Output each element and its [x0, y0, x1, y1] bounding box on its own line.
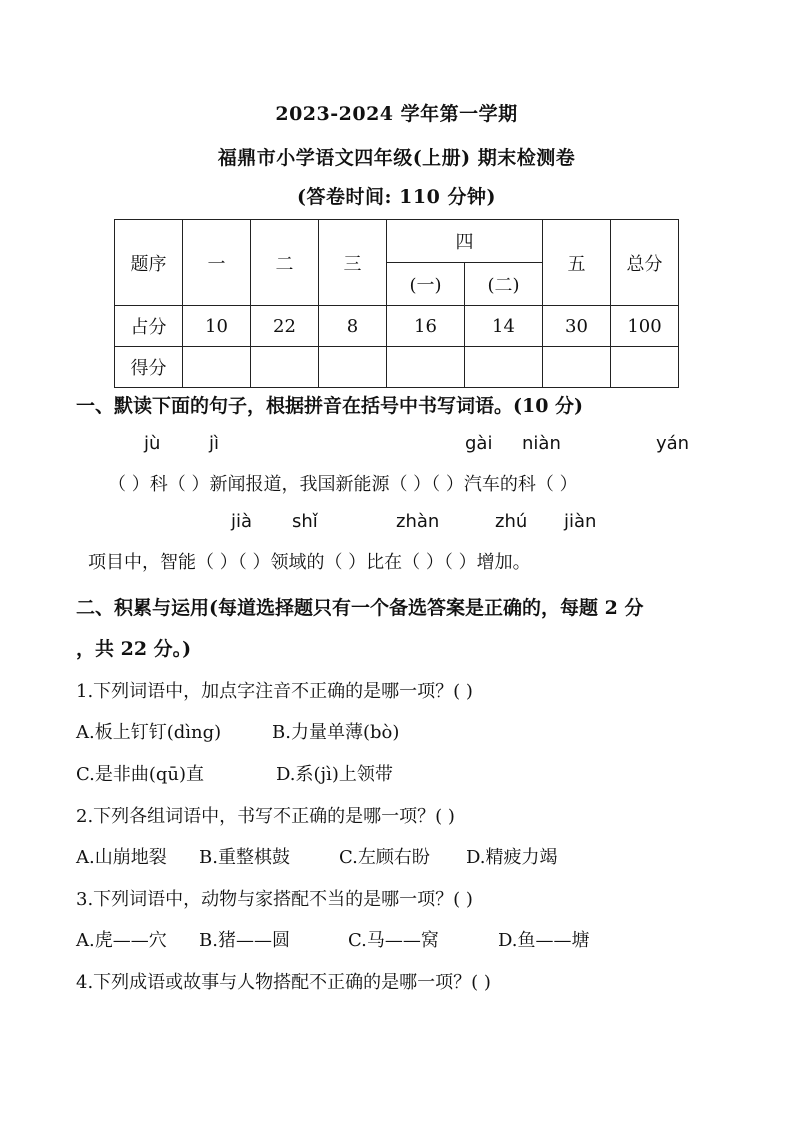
table-header-cell: 题序: [115, 220, 183, 306]
section2-title: 二、积累与运用(每道选择题只有一个备选答案是正确的，每题 2 分: [76, 597, 644, 619]
table-cell: 14: [465, 306, 543, 347]
pinyin: jì: [209, 433, 220, 454]
question-2: 2.下列各组词语中，书写不正确的是哪一项？( ): [76, 806, 455, 827]
option-c[interactable]: C.马——窝: [348, 930, 439, 951]
option-c[interactable]: C.是非曲(qū)直: [76, 764, 205, 785]
table-cell: 22: [251, 306, 319, 347]
score-entry-cell[interactable]: [319, 347, 387, 388]
question-4: 4.下列成语或故事与人物搭配不正确的是哪一项？( ): [76, 972, 491, 993]
score-entry-cell[interactable]: [387, 347, 465, 388]
table-cell: 8: [319, 306, 387, 347]
pinyin: yán: [656, 433, 690, 454]
table-header-cell: 五: [543, 220, 611, 306]
question-3: 3.下列词语中，动物与家搭配不当的是哪一项？( ): [76, 889, 473, 910]
pinyin: gài: [465, 433, 493, 454]
question-1: 1.下列词语中，加点字注音不正确的是哪一项？( ): [76, 681, 473, 702]
table-subheader-cell: (一): [387, 263, 465, 306]
option-a[interactable]: A.山崩地裂: [76, 847, 167, 868]
exam-title: 福鼎市小学语文四年级(上册) 期末检测卷: [217, 147, 576, 169]
pinyin: jià: [231, 511, 253, 532]
table-header-cell: 四: [387, 220, 543, 263]
option-b[interactable]: B.重整棋鼓: [199, 847, 290, 868]
score-entry-cell[interactable]: [611, 347, 679, 388]
pinyin: niàn: [522, 433, 561, 454]
table-header-cell: 二: [251, 220, 319, 306]
table-cell: 30: [543, 306, 611, 347]
score-table: [114, 219, 679, 388]
pinyin: shǐ: [292, 511, 318, 532]
fill-sentence: （ ）科（ ）新闻报道，我国新能源（ ）（ ）汽车的科（ ）: [108, 474, 578, 495]
exam-time: (答卷时间: 110 分钟): [297, 186, 496, 208]
pinyin: jiàn: [564, 511, 597, 532]
option-b[interactable]: B.猪——圆: [199, 930, 290, 951]
table-header-cell: 一: [183, 220, 251, 306]
option-d[interactable]: D.精疲力竭: [466, 847, 558, 868]
option-d[interactable]: D.鱼——塘: [498, 930, 590, 951]
table-cell: 100: [611, 306, 679, 347]
score-entry-cell[interactable]: [183, 347, 251, 388]
table-row-label: 占分: [115, 306, 183, 347]
fill-sentence: 项目中，智能（ ）（ ）领域的（ ）比在（ ）（ ）增加。: [88, 552, 531, 573]
option-c[interactable]: C.左顾右盼: [339, 847, 430, 868]
option-a[interactable]: A.虎——穴: [76, 930, 167, 951]
score-entry-cell[interactable]: [251, 347, 319, 388]
exam-year-term: 2023-2024 学年第一学期: [275, 103, 518, 125]
table-header-cell: 总分: [611, 220, 679, 306]
pinyin: jù: [144, 433, 161, 454]
option-a[interactable]: A.板上钉钉(dìng): [76, 722, 222, 743]
option-b[interactable]: B.力量单薄(bò): [272, 722, 400, 743]
table-cell: 10: [183, 306, 251, 347]
table-row-label: 得分: [115, 347, 183, 388]
pinyin: zhàn: [396, 511, 440, 532]
table-header-cell: 三: [319, 220, 387, 306]
section2-title-cont: ，共 22 分。): [76, 638, 192, 660]
table-cell: 16: [387, 306, 465, 347]
table-subheader-cell: (二): [465, 263, 543, 306]
pinyin: zhú: [495, 511, 528, 532]
score-entry-cell[interactable]: [465, 347, 543, 388]
score-entry-cell[interactable]: [543, 347, 611, 388]
section1-title: 一、默读下面的句子，根据拼音在括号中书写词语。(10 分): [76, 395, 584, 417]
option-d[interactable]: D.系(jì)上领带: [276, 764, 393, 785]
